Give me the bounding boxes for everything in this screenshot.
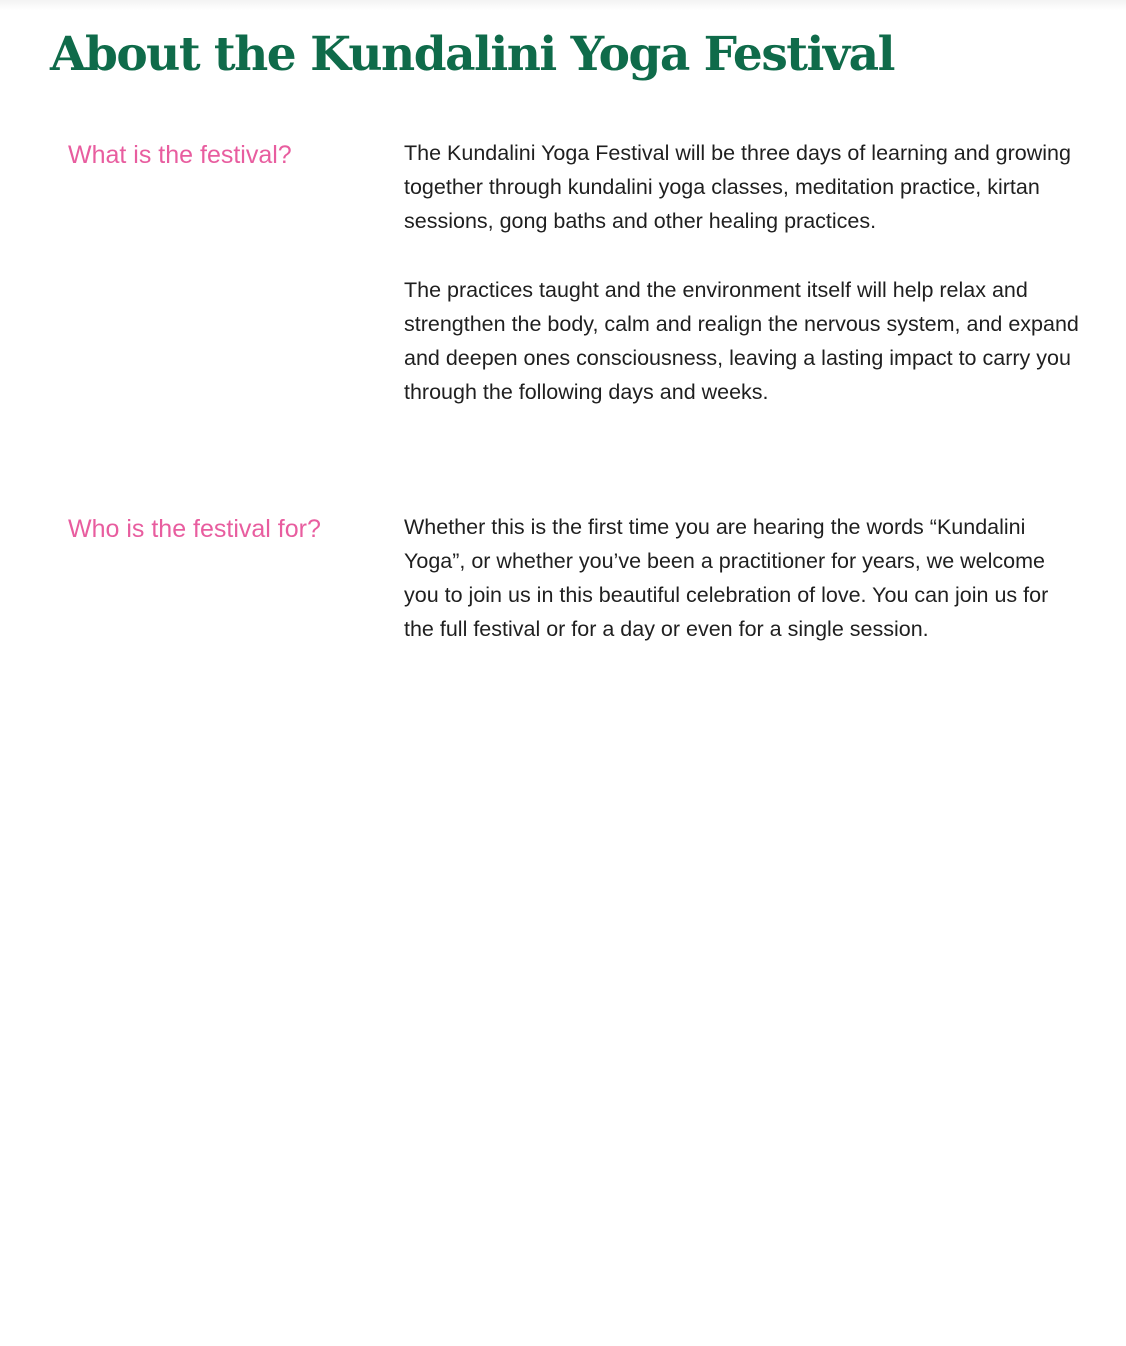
section-heading-who: Who is the festival for? xyxy=(68,515,321,543)
section-body-who xyxy=(404,510,1084,646)
paragraph-what-1: The Kundalini Yoga Festival will be three days of learning and growing together through kundalini yoga classes, meditation practice, kirtan sessions, gong baths and other healing practices. xyxy=(404,141,1071,233)
page-title: About the Kundalini Yoga Festival xyxy=(50,27,894,82)
paragraph-who-1: Whether this is the first time you are hearing the words “Kundalini Yoga”, or whether you’ve been a practitioner for years, we welcome you to join us in this beautiful celebration of love. You can join us for the full festival or for a day or even for a single session. xyxy=(404,515,1049,641)
paragraph-what-2: The practices taught and the environment itself will help relax and strengthen the body, calm and realign the nervous system, and expand and deepen ones consciousness, leaving a lasting impact to carry you through the following days and weeks. xyxy=(404,278,1079,404)
section-heading-what: What is the festival? xyxy=(68,141,292,169)
top-edge-strip xyxy=(0,0,1126,10)
section-body-what xyxy=(404,136,1084,409)
